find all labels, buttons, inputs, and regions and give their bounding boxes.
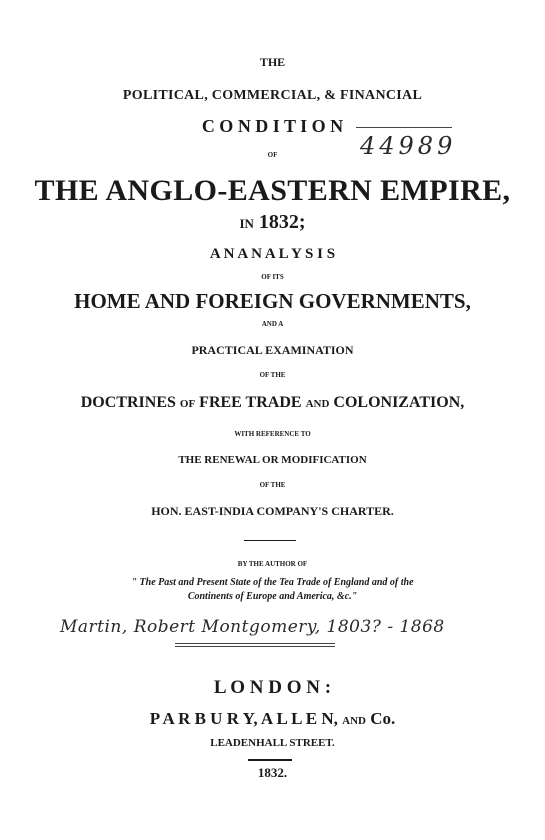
title-renewal: THE RENEWAL OR MODIFICATION: [178, 454, 367, 466]
title-co: Co.: [370, 709, 396, 728]
title-of-its: OF ITS: [261, 273, 284, 281]
title-condition: C O N D I T I O N: [201, 116, 344, 136]
divider-rule-2: [248, 759, 292, 761]
title-empire: THE ANGLO-EASTERN EMPIRE,: [34, 174, 511, 207]
title-in-word: IN: [239, 216, 254, 231]
title-publisher-line: [0, 710, 545, 727]
title-the: THE: [259, 55, 286, 69]
handwriting-underline: [175, 643, 335, 644]
title-by-author: BY THE AUTHOR OF: [237, 560, 308, 568]
title-and-a: AND A: [261, 320, 284, 328]
title-with-reference: WITH REFERENCE TO: [234, 430, 311, 438]
title-year: 1832;: [258, 211, 306, 233]
title-of-the-1: OF THE: [259, 371, 286, 379]
title-publisher: P A R B U R Y, A L L E N,: [149, 709, 338, 728]
title-london: L O N D O N :: [213, 677, 332, 698]
divider-rule-1: [244, 540, 296, 541]
handwritten-catalog-number: 44989: [360, 132, 457, 160]
title-and-small: AND: [305, 398, 330, 410]
title-analysis: A N A N A L Y S I S: [209, 246, 336, 262]
handwritten-author-note: Martin, Robert Montgomery, 1803? - 1868: [60, 617, 445, 637]
title-colonization: COLONIZATION,: [333, 394, 465, 411]
title-doctrines-line: [0, 395, 545, 411]
title-street: LEADENHALL STREET.: [210, 737, 335, 749]
title-of-small: OF: [179, 398, 196, 410]
title-free-trade: FREE TRADE: [199, 394, 302, 411]
handwriting-underline-2: [175, 646, 335, 647]
title-of-1: OF: [267, 151, 278, 159]
catalog-underline: [356, 127, 452, 128]
title-political-commercial-financial: POLITICAL, COMMERCIAL, & FINANCIAL: [122, 88, 423, 103]
title-of-the-2: OF THE: [259, 481, 286, 489]
title-doctrines: DOCTRINES: [80, 394, 176, 411]
title-charter: HON. EAST-INDIA COMPANY'S CHARTER.: [151, 504, 394, 518]
title-home-foreign: HOME AND FOREIGN GOVERNMENTS,: [74, 289, 471, 313]
title-date: 1832.: [257, 765, 288, 780]
title-author-work-1: " The Past and Present State of the Tea Trade of England and of the: [131, 577, 414, 588]
title-and-co-small: AND: [342, 715, 366, 727]
title-year-line: [0, 212, 545, 232]
title-author-work-2: Continents of Europe and America, &c.": [187, 591, 358, 602]
title-practical: PRACTICAL EXAMINATION: [191, 343, 354, 357]
